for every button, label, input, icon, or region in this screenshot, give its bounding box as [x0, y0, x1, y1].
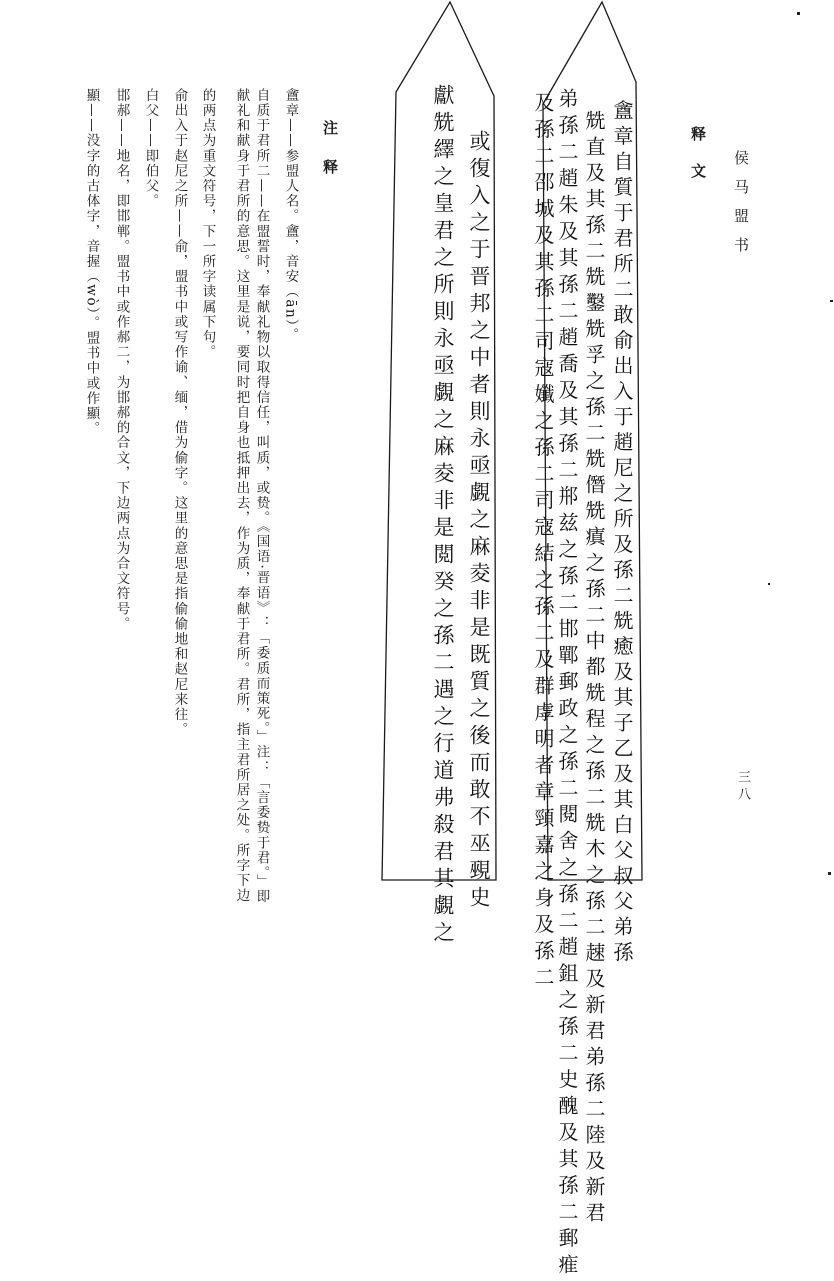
- transcription-column-1: 盦章自質于君所二敢俞出入于趙尼之所及孫二兟癒及其子乙及其白父叔父弟孫: [610, 100, 634, 967]
- running-header: 侯马盟书: [732, 150, 750, 266]
- print-speck: [830, 300, 833, 302]
- notes-heading: 注释: [321, 120, 339, 198]
- transcription-column-4: 或復入之于晋邦之中者則永亟覷之麻夌非是既質之後而敢不巫覡史: [467, 130, 491, 913]
- note-entry-zhi: 自质于君所二——在盟誓时，奉献礼物以取得信任，叫质，或贽。《国语·晋语》：「委质而策死。」注：「言委贽于君。」即: [253, 88, 270, 905]
- note-entry-zhi-end: 的两点为重文符号，下一所字读属下句。: [199, 88, 216, 360]
- print-speck: [797, 12, 800, 15]
- note-entry-wo: 顯——没字的古体字，音握（wò）。盟书中或作顯。: [83, 88, 100, 437]
- note-entry-anzhang: 盦章——参盟人名。盦，音安（ān）。: [282, 88, 299, 343]
- transcription-column-2: 兟直及其孫二兟鑿兟孚之孫二兟僭兟瘨之孫二中都兟程之孫二兟木之孫二趚及新君弟孫二陸及新君: [582, 110, 606, 1228]
- transcription-column-3: 弟孫二趙朱及其孫二趙喬及其孫二郱兹之孫二邯鄲郵政之孫二閱舍之孫二趙鉏之孫二史醜及其孫二郵痽: [555, 88, 579, 1281]
- page-number: 三八: [735, 770, 750, 804]
- transcription-heading: 释文: [689, 126, 707, 200]
- transcription-column-5: 獻兟繹之皇君之所則永亟覷之麻夌非是閲癸之孫二遇之行道弗殺君其覷之: [431, 84, 455, 948]
- note-entry-handan: 邯郝——地名，即邯郸。盟书中或作郝二，为邯郝的合文，下边两点为合文符号。: [113, 88, 130, 632]
- transcription-column-6: 及孫二邵城及其孫二司寇孅之孫二司寇結之孫二及群虖明者章頸嘉之身及孫二: [531, 92, 555, 993]
- note-entry-yu: 俞出入于赵尼之所——俞，盟书中或写作谕、缅，借为偷字。这里的意思是指偷偷地和赵尼来往。: [171, 88, 188, 738]
- print-speck: [828, 872, 831, 875]
- note-entry-zhi-continued: 献礼和献身于君所的意思。这里是说，要同时把自身也抵押出去，作为质，奉献于君所。君所，指主君所居之处。所字下边: [233, 88, 250, 904]
- note-entry-bofu: 白父——即伯父。: [142, 88, 159, 209]
- print-speck: [768, 583, 770, 585]
